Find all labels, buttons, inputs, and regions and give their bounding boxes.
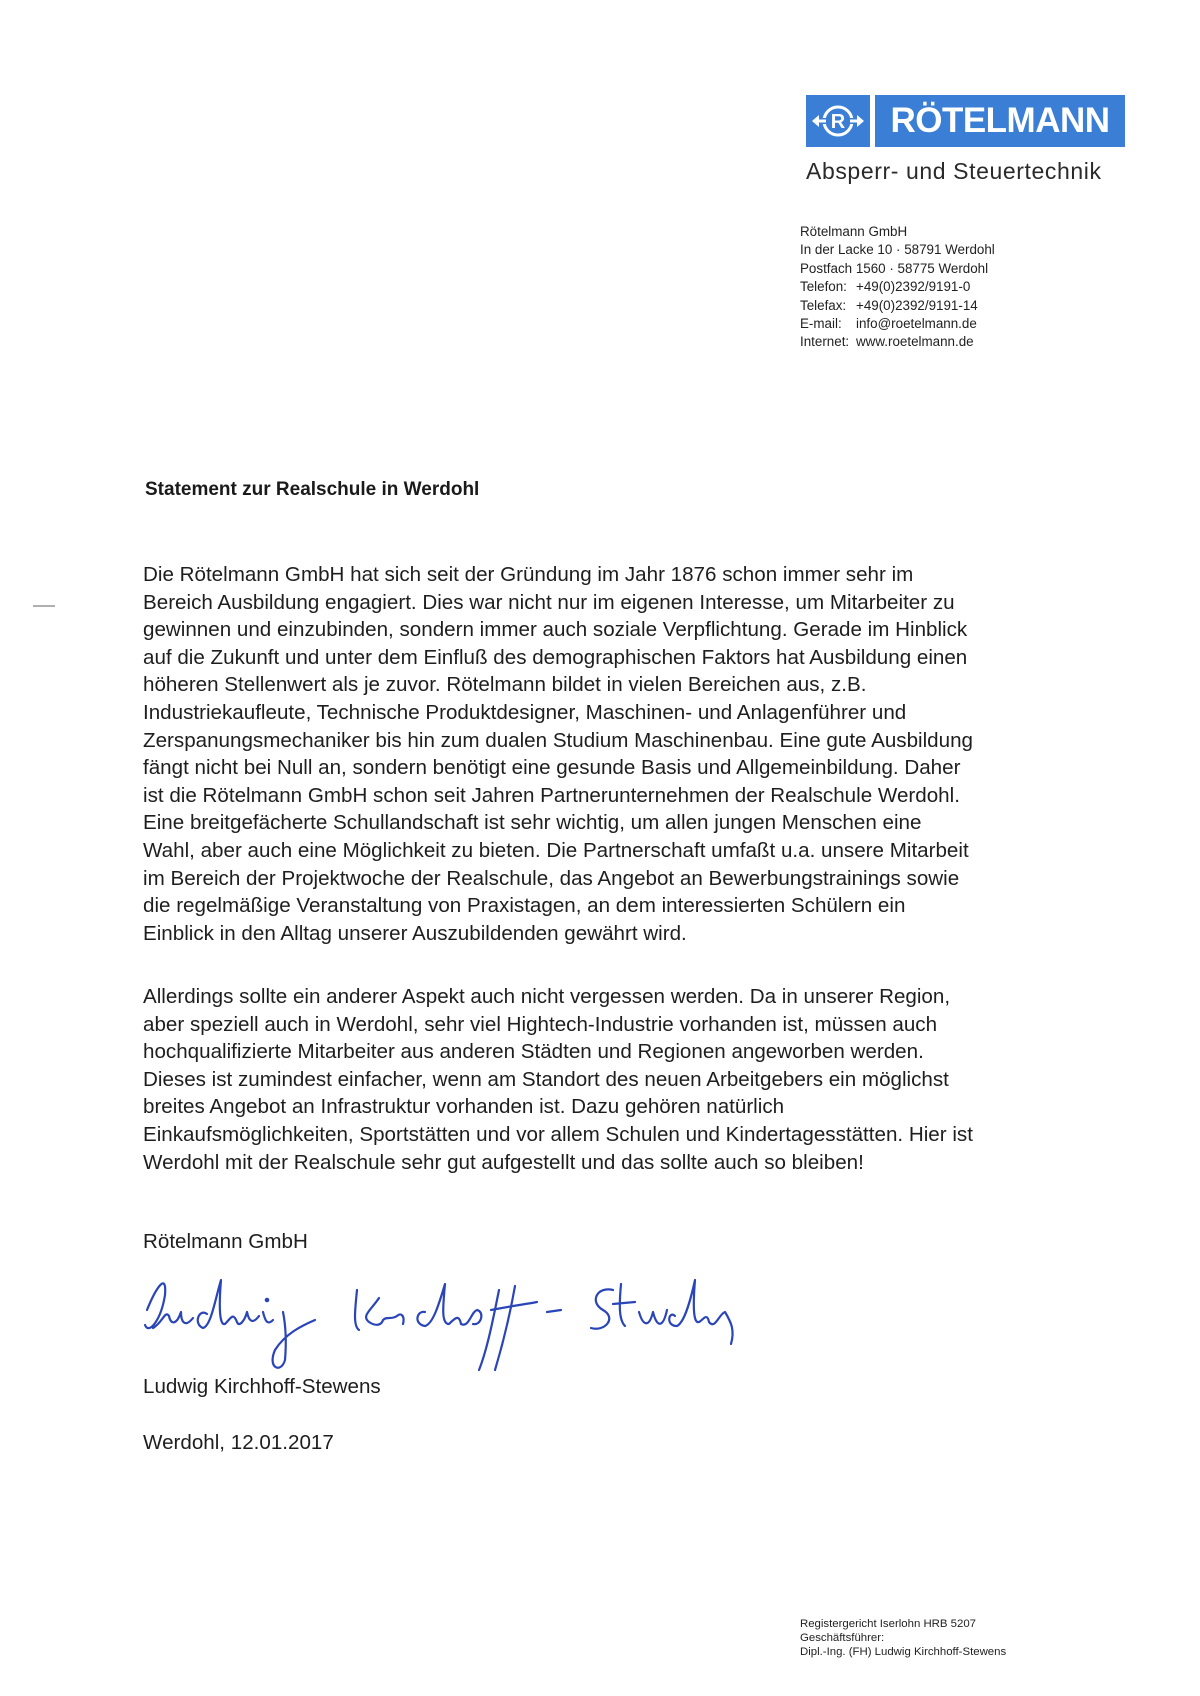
address-street: In der Lacke 10 · 58791 Werdohl — [800, 242, 995, 258]
text-line: die regelmäßige Veranstaltung von Praxistagen, an dem interessierten Schülern ein — [143, 894, 906, 918]
paragraph-2 — [143, 983, 1153, 1176]
text-line: Bereich Ausbildung engagiert. Dies war nicht nur im eigenen Interesse, um Mitarbeiter zu — [143, 590, 955, 614]
text-line: Wahl, aber auch eine Möglichkeit zu bieten. Die Partnerschaft umfaßt u.a. unsere Mitarbeit — [143, 838, 969, 862]
phone-value: +49(0)2392/9191-0 — [856, 279, 971, 295]
text-line: Dieses ist zumindest einfacher, wenn am Standort des neuen Arbeitgebers ein möglichst — [143, 1067, 949, 1091]
sender-address — [800, 223, 995, 352]
logo-valve-icon — [806, 95, 870, 147]
text-line: fängt nicht bei Null an, sondern benötigt eine gesunde Basis und Allgemeinbildung. Daher — [143, 756, 961, 780]
text-line: breites Angebot an Infrastruktur vorhanden ist. Dazu gehören natürlich — [143, 1095, 785, 1119]
closing-company: Rötelmann GmbH — [143, 1230, 308, 1253]
text-line: Werdohl mit der Realschule sehr gut aufgestellt und das sollte auch so bleiben! — [143, 1150, 864, 1174]
text-line: Einblick in den Alltag unserer Auszubildenden gewährt wird. — [143, 921, 687, 945]
text-line: Die Rötelmann GmbH hat sich seit der Gründung im Jahr 1876 schon immer sehr im — [143, 563, 914, 586]
address-email — [800, 315, 995, 333]
address-phone — [800, 278, 995, 296]
fax-label: Telefax: — [800, 297, 847, 313]
place-date: Werdohl, 12.01.2017 — [143, 1431, 334, 1454]
text-line: Zerspanungsmechaniker bis hin zum dualen Studium Maschinenbau. Eine gute Ausbildung — [143, 728, 973, 752]
text-line: Industriekaufleute, Technische Produktdesigner, Maschinen- und Anlagenführer und — [143, 700, 907, 724]
managing-director-name: Dipl.-Ing. (FH) Ludwig Kirchhoff-Stewens — [800, 1646, 1007, 1659]
text-line: Eine breitgefächerte Schullandschaft ist sehr wichtig, um allen jungen Menschen eine — [143, 811, 922, 835]
address-postbox: Postfach 1560 · 58775 Werdohl — [800, 260, 989, 276]
address-company: Rötelmann GmbH — [800, 224, 908, 239]
web-label: Internet: — [800, 334, 850, 350]
legal-footer — [800, 1617, 1006, 1660]
text-line: aber speziell auch in Werdohl, sehr viel Hightech-Industrie vorhanden ist, müssen auch — [143, 1012, 938, 1036]
phone-label: Telefon: — [800, 279, 847, 295]
handwritten-signature — [135, 1250, 855, 1395]
text-line: hochqualifizierte Mitarbeiter aus anderen Städten und Regionen angeworben werden. — [143, 1040, 924, 1064]
fax-value: +49(0)2392/9191-14 — [856, 297, 978, 313]
address-web — [800, 333, 995, 351]
company-logo — [806, 95, 1125, 147]
web-value[interactable]: www.roetelmann.de — [856, 334, 974, 350]
svg-text:R: R — [830, 111, 846, 133]
email-label: E-mail: — [800, 316, 842, 332]
email-value[interactable]: info@roetelmann.de — [856, 316, 977, 332]
signer-name: Ludwig Kirchhoff-Stewens — [143, 1375, 381, 1398]
text-line: gewinnen und einzubinden, sondern immer auch soziale Verpflichtung. Gerade im Hinblick — [143, 618, 968, 642]
fold-mark — [33, 605, 55, 607]
company-tagline: Absperr- und Steuertechnik — [806, 158, 1102, 184]
letter-title: Statement zur Realschule in Werdohl — [145, 479, 480, 500]
paragraph-1 — [143, 561, 1153, 947]
text-line: auf die Zukunft und unter dem Einfluß des demographischen Faktors hat Ausbildung einen — [143, 645, 968, 669]
text-line: ist die Rötelmann GmbH schon seit Jahren Partnerunternehmen der Realschule Werdohl. — [143, 783, 960, 807]
text-line: höheren Stellenwert als je zuvor. Rötelmann bildet in vielen Bereichen aus, z.B. — [143, 673, 867, 697]
text-line: Allerdings sollte ein anderer Aspekt auch nicht vergessen werden. Da in unserer Region, — [143, 985, 951, 1008]
register-info: Registergericht Iserlohn HRB 5207 — [800, 1618, 977, 1630]
text-line: Einkaufsmöglichkeiten, Sportstätten und vor allem Schulen und Kindertagesstätten. Hier ist — [143, 1122, 973, 1146]
managing-director-label: Geschäftsführer: — [800, 1632, 885, 1645]
logo-wordmark: RÖTELMANN — [875, 95, 1125, 147]
address-fax — [800, 297, 995, 315]
text-line: im Bereich der Projektwoche der Realschule, das Angebot an Bewerbungstrainings sowie — [143, 866, 960, 890]
